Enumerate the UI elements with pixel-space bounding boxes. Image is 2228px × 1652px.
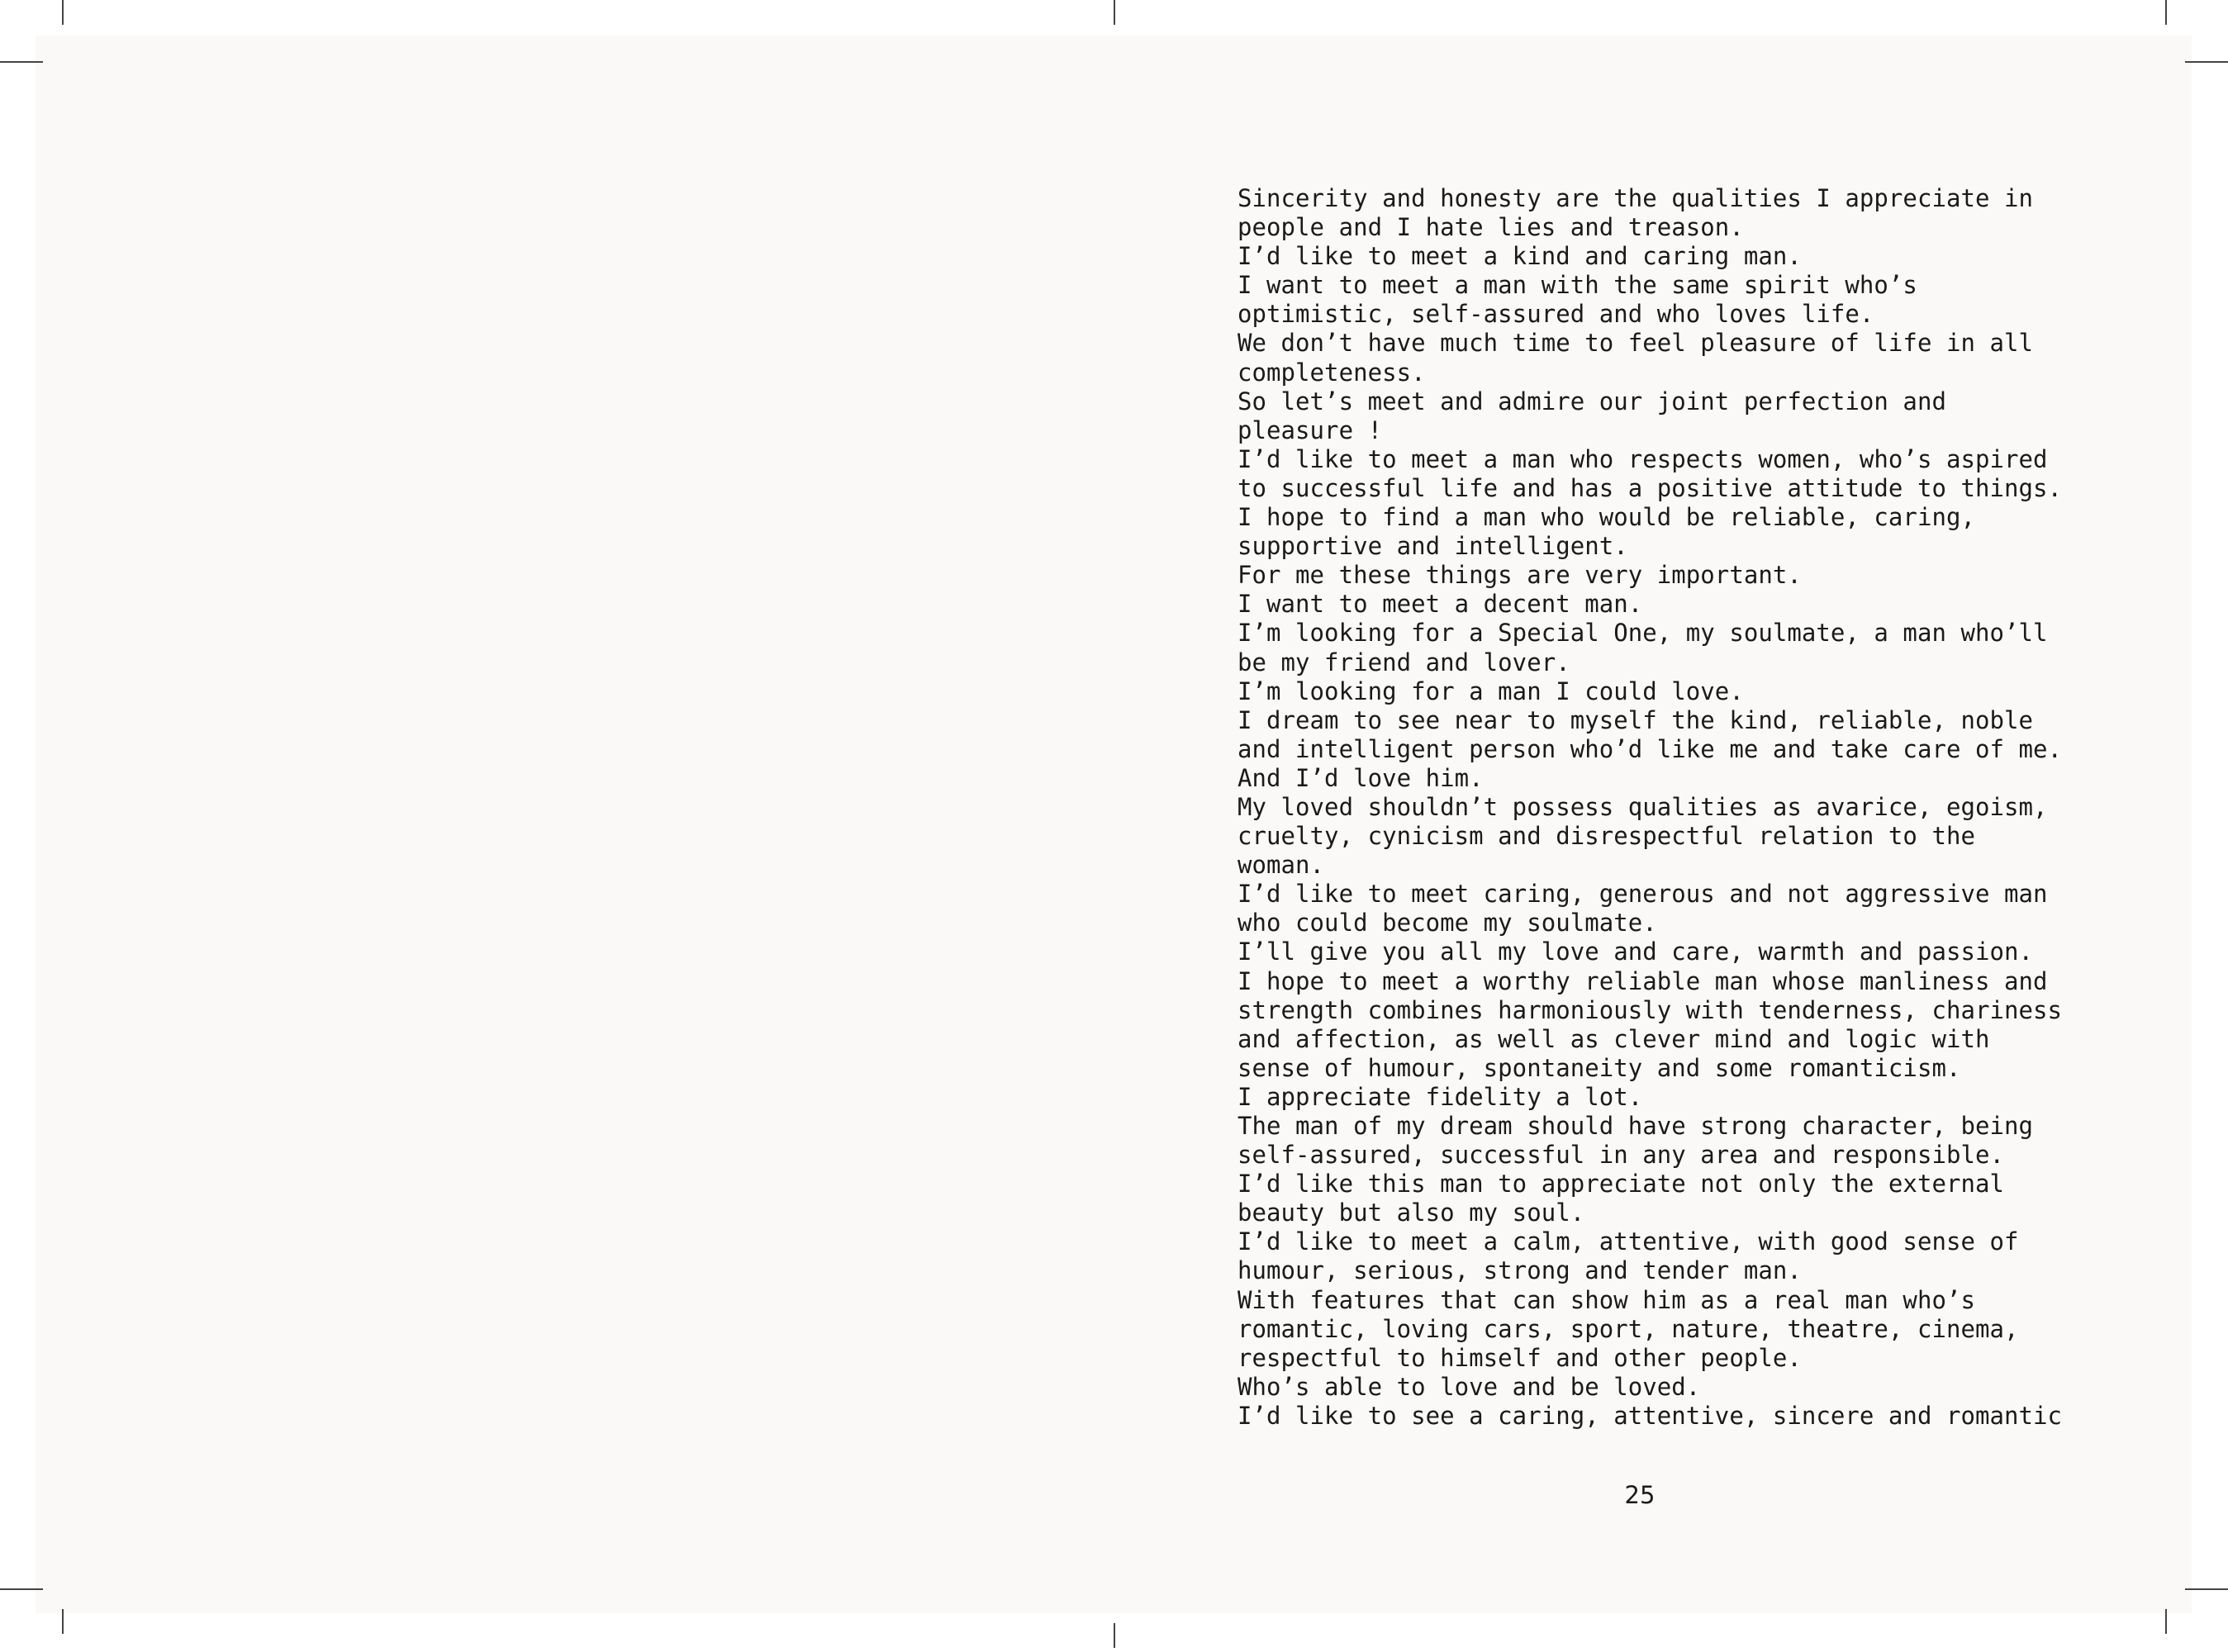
text-line: sense of humour, spontaneity and some romanticism. bbox=[1238, 1053, 1961, 1082]
text-line: I’d like to meet a calm, attentive, with good sense of bbox=[1238, 1227, 2019, 1256]
text-line: pleasure ! bbox=[1238, 415, 1383, 444]
text-line: completeness. bbox=[1238, 358, 1426, 387]
text-line: optimistic, self-assured and who loves life. bbox=[1238, 300, 1874, 329]
text-line: I want to meet a man with the same spirit who’s bbox=[1238, 271, 1917, 300]
body-text bbox=[1238, 184, 2113, 1431]
crop-mark-bottom-right bbox=[2165, 1609, 2167, 1634]
text-line: I’d like to meet caring, generous and not aggressive man bbox=[1238, 880, 2048, 909]
text-line: I appreciate fidelity a lot. bbox=[1238, 1082, 1643, 1111]
text-line: My loved shouldn’t possess qualities as avarice, egoism, bbox=[1238, 792, 2048, 821]
text-line: beauty but also my soul. bbox=[1238, 1199, 1585, 1227]
text-line: be my friend and lover. bbox=[1238, 648, 1570, 676]
text-line: I’d like to see a caring, attentive, sincere and romantic bbox=[1238, 1401, 2063, 1430]
text-line: I hope to find a man who would be reliable, caring, bbox=[1238, 503, 1975, 532]
page-number: 25 bbox=[1624, 1481, 1656, 1509]
crop-mark-bottom-center bbox=[1114, 1623, 1115, 1648]
text-line: I’d like this man to appreciate not only the external bbox=[1238, 1170, 2005, 1199]
text-line: The man of my dream should have strong character, being bbox=[1238, 1112, 2034, 1140]
text-line: self-assured, successful in any area and responsible. bbox=[1238, 1141, 2005, 1170]
text-line: So let’s meet and admire our joint perfection and bbox=[1238, 387, 1946, 415]
crop-mark-bottom-left bbox=[62, 1609, 64, 1634]
text-line: Who’s able to love and be loved. bbox=[1238, 1372, 1701, 1401]
text-line: romantic, loving cars, sport, nature, theatre, cinema, bbox=[1238, 1314, 2019, 1343]
text-line: And I’d love him. bbox=[1238, 763, 1484, 792]
text-line: For me these things are very important. bbox=[1238, 561, 1802, 590]
crop-mark-top-center bbox=[1114, 0, 1115, 25]
text-line: I hope to meet a worthy reliable man whose manliness and bbox=[1238, 966, 2048, 995]
text-line: who could become my soulmate. bbox=[1238, 909, 1657, 938]
text-line: humour, serious, strong and tender man. bbox=[1238, 1256, 1802, 1285]
text-line: supportive and intelligent. bbox=[1238, 532, 1628, 561]
text-line: strength combines harmoniously with tenderness, chariness bbox=[1238, 995, 2063, 1024]
text-line: I dream to see near to myself the kind, reliable, noble bbox=[1238, 705, 2034, 734]
crop-mark-left-top bbox=[0, 61, 43, 63]
text-line: people and I hate lies and treason. bbox=[1238, 213, 1744, 242]
crop-mark-right-top bbox=[2185, 61, 2228, 63]
text-line: With features that can show him as a real man who’s bbox=[1238, 1285, 1975, 1314]
text-line: respectful to himself and other people. bbox=[1238, 1343, 1802, 1372]
text-line: cruelty, cynicism and disrespectful relation to the bbox=[1238, 822, 1975, 851]
text-line: woman. bbox=[1238, 851, 1325, 880]
text-line: I’m looking for a man I could love. bbox=[1238, 676, 1744, 705]
text-line: and affection, as well as clever mind and logic with bbox=[1238, 1024, 1990, 1053]
crop-mark-right-bottom bbox=[2185, 1588, 2228, 1590]
text-line: Sincerity and honesty are the qualities I appreciate in bbox=[1238, 184, 2034, 212]
text-line: I’d like to meet a kind and caring man. bbox=[1238, 242, 1802, 271]
crop-mark-top-left bbox=[62, 0, 64, 25]
text-line: to successful life and has a positive attitude to things. bbox=[1238, 473, 2063, 502]
text-line: I want to meet a decent man. bbox=[1238, 590, 1643, 619]
text-line: I’d like to meet a man who respects women, who’s aspired bbox=[1238, 444, 2048, 473]
crop-mark-left-bottom bbox=[0, 1588, 43, 1590]
text-line: and intelligent person who’d like me and take care of me. bbox=[1238, 734, 2063, 763]
text-line: I’ll give you all my love and care, warmth and passion. bbox=[1238, 938, 2034, 966]
text-line: I’m looking for a Special One, my soulmate, a man who’ll bbox=[1238, 619, 2048, 648]
crop-mark-top-right bbox=[2165, 0, 2167, 25]
text-line: We don’t have much time to feel pleasure of life in all bbox=[1238, 329, 2034, 358]
